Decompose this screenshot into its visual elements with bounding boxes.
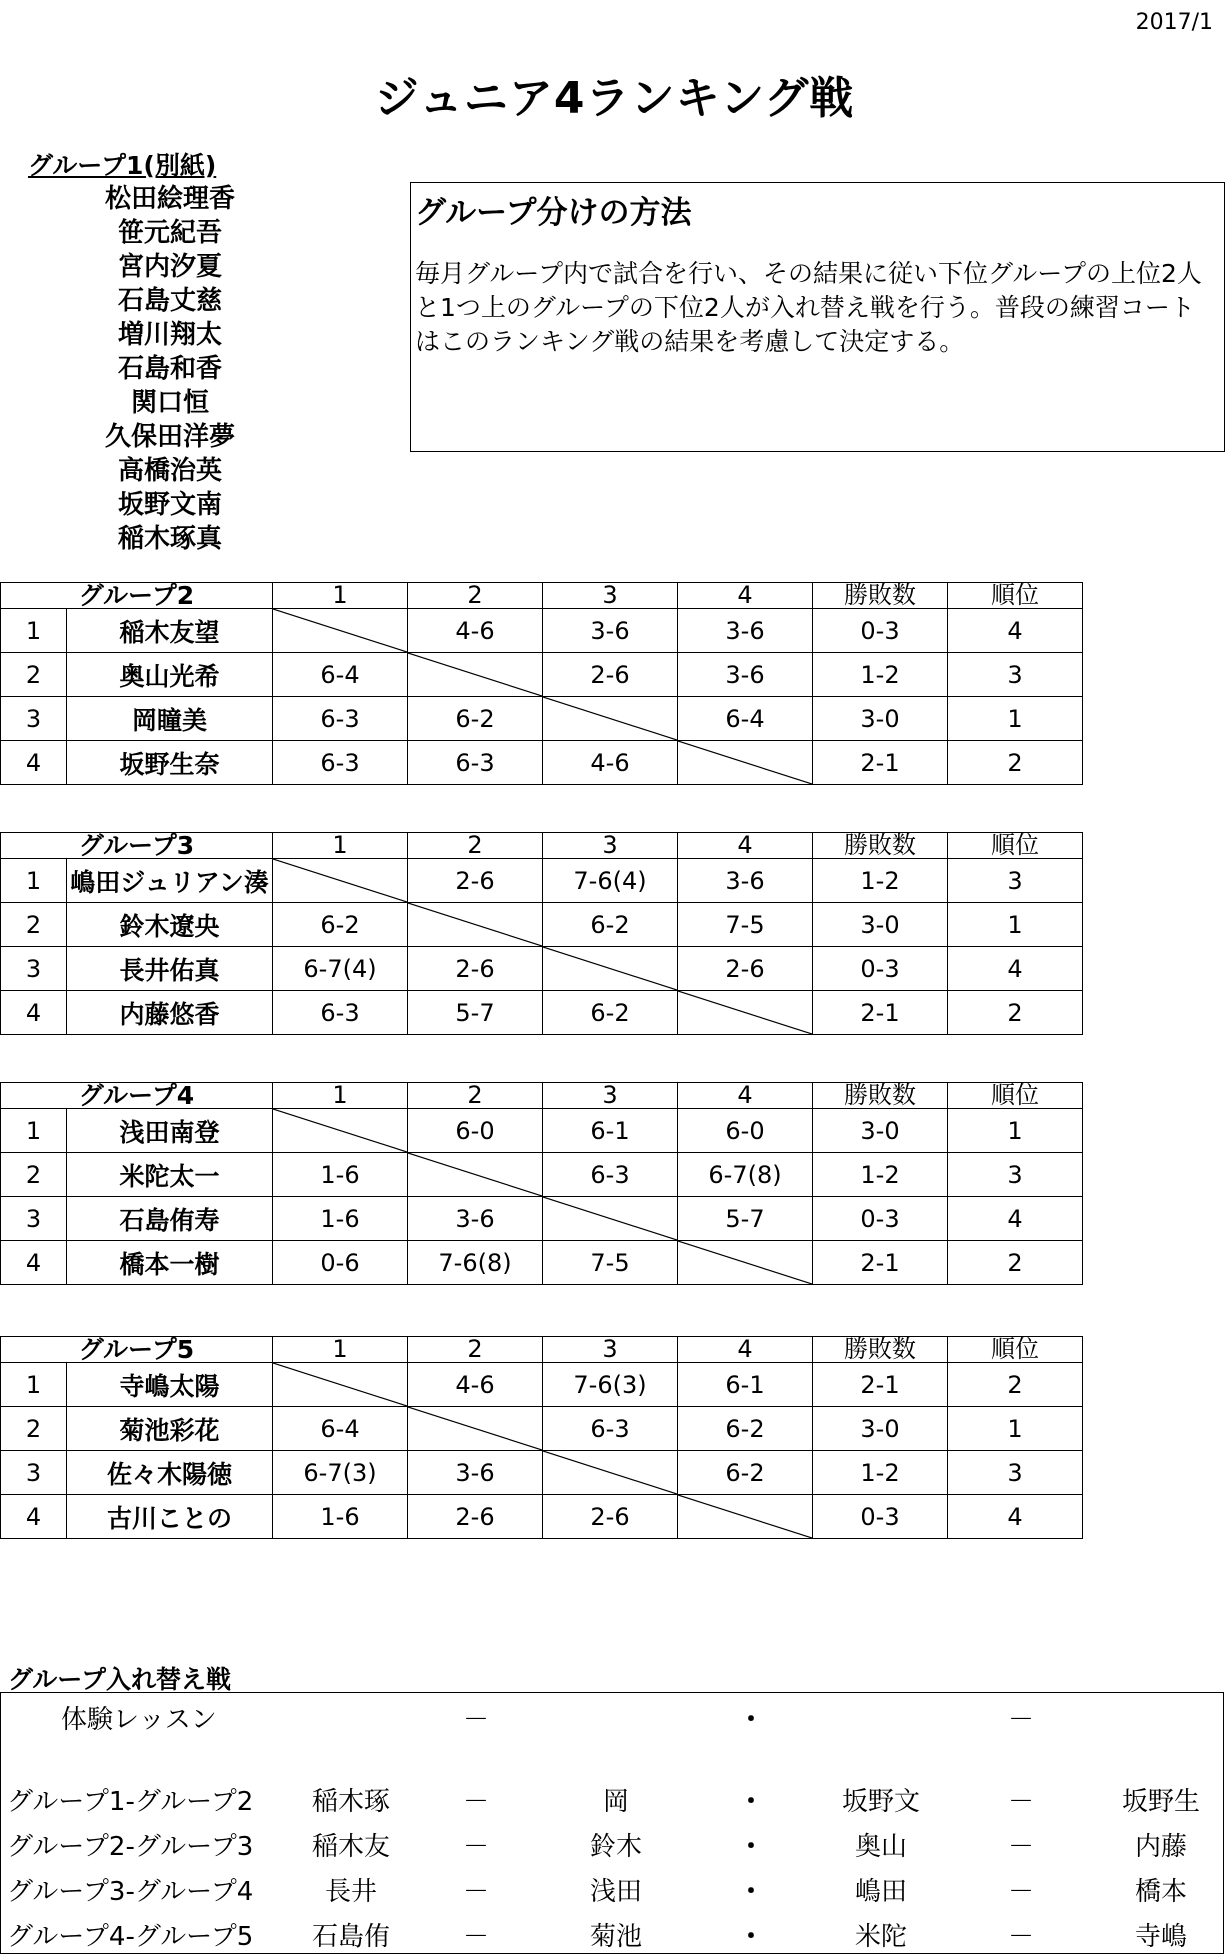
swap-label: 体験レッスン: [61, 1705, 217, 1735]
table-row: [1, 991, 1083, 1035]
diagonal-cell: [273, 1109, 408, 1153]
player-name: 鈴木遼央: [67, 903, 273, 947]
column-header: 2: [408, 833, 543, 859]
player-number: 4: [1, 991, 67, 1035]
player-name: 菊池彩花: [67, 1407, 273, 1451]
column-header: 勝敗数: [813, 833, 948, 859]
score-cell: 3-6: [678, 859, 813, 903]
score-cell: 7-5: [543, 1241, 678, 1285]
score-cell: 7-6(8): [408, 1241, 543, 1285]
score-cell: 6-2: [543, 903, 678, 947]
score-cell: 6-3: [543, 1153, 678, 1197]
diagonal-cell: [543, 1451, 678, 1495]
swap-e: 坂野生: [1121, 1787, 1200, 1817]
swap-b: 岡: [602, 1787, 629, 1817]
column-header: 4: [678, 1083, 813, 1109]
score-cell: 6-7(3): [273, 1451, 408, 1495]
column-header: 3: [543, 1337, 678, 1363]
score-cell: 3-6: [543, 609, 678, 653]
player-name: 嶋田ジュリアン湊: [67, 859, 273, 903]
win-loss-record: 2-1: [813, 991, 948, 1035]
swap-a: 稲木琢: [311, 1787, 390, 1817]
column-header: 3: [543, 583, 678, 609]
score-cell: 1-6: [273, 1153, 408, 1197]
column-header: 勝敗数: [813, 1083, 948, 1109]
group1-member-list: [75, 182, 265, 556]
score-cell: 6-2: [678, 1451, 813, 1495]
score-cell: 5-7: [408, 991, 543, 1035]
column-header: 順位: [948, 583, 1083, 609]
rank-cell: 1: [948, 1109, 1083, 1153]
swap-c: 米陀: [854, 1922, 907, 1952]
group1-member: 坂野文南: [117, 490, 222, 520]
win-loss-record: 1-2: [813, 1451, 948, 1495]
column-header: 順位: [948, 833, 1083, 859]
win-loss-record: 1-2: [813, 653, 948, 697]
player-name: 内藤悠香: [67, 991, 273, 1035]
group1-member: 増川翔太: [117, 320, 222, 350]
page-title: ジュニア4ランキング戦: [374, 73, 855, 124]
group-table: [0, 1082, 1083, 1285]
swap-dash: －: [1007, 1705, 1034, 1735]
score-cell: 7-5: [678, 903, 813, 947]
swap-b: 浅田: [589, 1877, 642, 1907]
player-number: 2: [1, 1153, 67, 1197]
column-header: 3: [543, 833, 678, 859]
swap-dash: －: [462, 1787, 489, 1817]
swap-label: グループ4-グループ5: [7, 1922, 254, 1952]
score-cell: 6-2: [273, 903, 408, 947]
player-name: 岡瞳美: [67, 697, 273, 741]
diagonal-cell: [678, 1495, 813, 1539]
rank-cell: 1: [948, 1407, 1083, 1451]
score-cell: 6-0: [408, 1109, 543, 1153]
rank-cell: 2: [948, 1241, 1083, 1285]
column-header: 2: [408, 1337, 543, 1363]
column-header: 1: [273, 1337, 408, 1363]
score-cell: 6-4: [678, 697, 813, 741]
swap-c: 坂野文: [841, 1787, 920, 1817]
player-name: 浅田南登: [67, 1109, 273, 1153]
diagonal-cell: [408, 1407, 543, 1451]
group-table: [0, 832, 1083, 1035]
column-header: 1: [273, 833, 408, 859]
swap-label: グループ1-グループ2: [7, 1787, 254, 1817]
group-table: [0, 1336, 1083, 1539]
win-loss-record: 1-2: [813, 1153, 948, 1197]
diagonal-cell: [408, 1153, 543, 1197]
score-cell: 3-6: [678, 653, 813, 697]
table-row: [1, 1109, 1083, 1153]
score-cell: 6-2: [543, 991, 678, 1035]
group-header-row: [1, 583, 1083, 609]
column-header: 3: [543, 1083, 678, 1109]
diagonal-cell: [543, 697, 678, 741]
score-cell: 2-6: [543, 1495, 678, 1539]
column-header: 4: [678, 833, 813, 859]
score-cell: 7-6(4): [543, 859, 678, 903]
table-row: [1, 653, 1083, 697]
swap-e: 内藤: [1134, 1832, 1187, 1862]
score-cell: 0-6: [273, 1241, 408, 1285]
score-cell: 4-6: [543, 741, 678, 785]
swap-dash: －: [1007, 1922, 1034, 1952]
swap-a: 石島侑: [311, 1922, 390, 1952]
diagonal-cell: [543, 1197, 678, 1241]
win-loss-record: 0-3: [813, 1197, 948, 1241]
table-row: [1, 741, 1083, 785]
table-row: [1, 1363, 1083, 1407]
column-header: 1: [273, 583, 408, 609]
swap-box: [0, 1692, 1224, 1954]
score-cell: 6-4: [273, 1407, 408, 1451]
score-cell: 6-3: [543, 1407, 678, 1451]
table-row: [1, 903, 1083, 947]
rank-cell: 1: [948, 903, 1083, 947]
player-number: 4: [1, 1241, 67, 1285]
win-loss-record: 2-1: [813, 1363, 948, 1407]
score-cell: 6-2: [678, 1407, 813, 1451]
player-name: 坂野生奈: [67, 741, 273, 785]
rank-cell: 4: [948, 947, 1083, 991]
score-cell: 3-6: [408, 1197, 543, 1241]
score-cell: 3-6: [408, 1451, 543, 1495]
player-name: 寺嶋太陽: [67, 1363, 273, 1407]
win-loss-record: 0-3: [813, 1495, 948, 1539]
player-name: 佐々木陽徳: [67, 1451, 273, 1495]
score-cell: 6-1: [543, 1109, 678, 1153]
swap-dash: －: [462, 1877, 489, 1907]
score-cell: 2-6: [408, 859, 543, 903]
player-name: 古川ことの: [67, 1495, 273, 1539]
group1-member: 石島和香: [117, 354, 222, 384]
player-number: 3: [1, 1451, 67, 1495]
win-loss-record: 3-0: [813, 1109, 948, 1153]
group-header-row: [1, 1337, 1083, 1363]
swap-title: グループ入れ替え戦: [8, 1665, 232, 1694]
column-header: 2: [408, 1083, 543, 1109]
group-header-row: [1, 1083, 1083, 1109]
score-cell: 4-6: [408, 1363, 543, 1407]
swap-c: 嶋田: [854, 1877, 907, 1907]
swap-dash: －: [462, 1922, 489, 1952]
swap-label: グループ3-グループ4: [7, 1877, 254, 1907]
win-loss-record: 2-1: [813, 741, 948, 785]
player-number: 4: [1, 741, 67, 785]
swap-a: 長井: [324, 1877, 377, 1907]
date-label: 2017/1: [1135, 10, 1213, 35]
method-title: グループ分けの方法: [415, 195, 692, 231]
swap-label: グループ2-グループ3: [7, 1832, 254, 1862]
rank-cell: 4: [948, 1495, 1083, 1539]
table-row: [1, 859, 1083, 903]
player-number: 1: [1, 609, 67, 653]
column-header: 勝敗数: [813, 583, 948, 609]
score-cell: 2-6: [543, 653, 678, 697]
player-name: 長井佑真: [67, 947, 273, 991]
player-number: 2: [1, 1407, 67, 1451]
swap-row: [1, 1826, 1225, 1860]
group-name: グループ4: [1, 1083, 273, 1109]
column-header: 勝敗数: [813, 1337, 948, 1363]
score-cell: 6-3: [408, 741, 543, 785]
rank-cell: 3: [948, 1451, 1083, 1495]
score-cell: 1-6: [273, 1197, 408, 1241]
player-name: 石島侑寿: [67, 1197, 273, 1241]
swap-dash: －: [462, 1705, 489, 1735]
column-header: 4: [678, 583, 813, 609]
win-loss-record: 3-0: [813, 903, 948, 947]
swap-dash: －: [1007, 1877, 1034, 1907]
swap-dash: －: [1007, 1787, 1034, 1817]
table-row: [1, 947, 1083, 991]
swap-dot: ・: [737, 1787, 764, 1817]
score-cell: 6-3: [273, 991, 408, 1035]
score-cell: 6-0: [678, 1109, 813, 1153]
table-row: [1, 1197, 1083, 1241]
column-header: 順位: [948, 1083, 1083, 1109]
table-row: [1, 1495, 1083, 1539]
column-header: 4: [678, 1337, 813, 1363]
player-number: 3: [1, 1197, 67, 1241]
rank-cell: 3: [948, 859, 1083, 903]
group1-member: 宮内汐夏: [117, 252, 222, 282]
score-cell: 6-7(4): [273, 947, 408, 991]
win-loss-record: 1-2: [813, 859, 948, 903]
diagonal-cell: [678, 1241, 813, 1285]
swap-row: [1, 1871, 1225, 1905]
swap-dot: ・: [737, 1832, 764, 1862]
diagonal-cell: [678, 741, 813, 785]
swap-dot: ・: [737, 1705, 764, 1735]
rank-cell: 1: [948, 697, 1083, 741]
player-number: 4: [1, 1495, 67, 1539]
score-cell: 1-6: [273, 1495, 408, 1539]
swap-row: [1, 1916, 1225, 1950]
score-cell: 6-4: [273, 653, 408, 697]
win-loss-record: 0-3: [813, 947, 948, 991]
swap-dot: ・: [737, 1877, 764, 1907]
rank-cell: 3: [948, 1153, 1083, 1197]
group-table: [0, 582, 1083, 785]
table-row: [1, 609, 1083, 653]
swap-row: [1, 1781, 1225, 1815]
score-cell: 6-3: [273, 741, 408, 785]
rank-cell: 2: [948, 991, 1083, 1035]
group1-member: 高橋治英: [117, 456, 222, 486]
group1-member: 松田絵理香: [104, 184, 235, 214]
player-number: 3: [1, 697, 67, 741]
swap-e: 橋本: [1134, 1877, 1187, 1907]
score-cell: 6-2: [408, 697, 543, 741]
diagonal-cell: [273, 1363, 408, 1407]
score-cell: 6-3: [273, 697, 408, 741]
swap-row: [1, 1699, 1225, 1733]
rank-cell: 4: [948, 1197, 1083, 1241]
diagonal-cell: [678, 991, 813, 1035]
group-name: グループ2: [1, 583, 273, 609]
swap-e: 寺嶋: [1134, 1922, 1187, 1952]
rank-cell: 2: [948, 741, 1083, 785]
score-cell: 2-6: [678, 947, 813, 991]
swap-b: 鈴木: [589, 1832, 642, 1862]
group-name: グループ3: [1, 833, 273, 859]
table-row: [1, 1451, 1083, 1495]
rank-cell: 3: [948, 653, 1083, 697]
column-header: 1: [273, 1083, 408, 1109]
swap-b: 菊池: [589, 1922, 642, 1952]
column-header: 順位: [948, 1337, 1083, 1363]
score-cell: 2-6: [408, 947, 543, 991]
player-number: 1: [1, 859, 67, 903]
score-cell: 5-7: [678, 1197, 813, 1241]
diagonal-cell: [408, 903, 543, 947]
column-header: 2: [408, 583, 543, 609]
player-number: 2: [1, 653, 67, 697]
method-box: [410, 182, 1225, 452]
player-name: 米陀太一: [67, 1153, 273, 1197]
player-name: 橋本一樹: [67, 1241, 273, 1285]
swap-a: 稲木友: [311, 1832, 390, 1862]
rank-cell: 2: [948, 1363, 1083, 1407]
score-cell: 2-6: [408, 1495, 543, 1539]
win-loss-record: 3-0: [813, 1407, 948, 1451]
player-number: 3: [1, 947, 67, 991]
player-name: 稲木友望: [67, 609, 273, 653]
group1-member: 久保田洋夢: [104, 422, 235, 452]
rank-cell: 4: [948, 609, 1083, 653]
table-row: [1, 697, 1083, 741]
score-cell: 4-6: [408, 609, 543, 653]
group-name: グループ5: [1, 1337, 273, 1363]
win-loss-record: 0-3: [813, 609, 948, 653]
diagonal-cell: [543, 947, 678, 991]
table-row: [1, 1153, 1083, 1197]
diagonal-cell: [273, 609, 408, 653]
group1-member: 稲木琢真: [117, 524, 222, 554]
diagonal-cell: [273, 859, 408, 903]
swap-dot: ・: [737, 1922, 764, 1952]
table-row: [1, 1407, 1083, 1451]
score-cell: 6-7(8): [678, 1153, 813, 1197]
player-name: 奥山光希: [67, 653, 273, 697]
player-number: 1: [1, 1363, 67, 1407]
method-body: 毎月グループ内で試合を行い、その結果に従い下位グループの上位2人と1つ上のグループの下位2人が入れ替え戦を行う。普段の練習コートはこのランキング戦の結果を考慮して決定する。: [415, 259, 1202, 356]
table-row: [1, 1241, 1083, 1285]
swap-dash: －: [1007, 1832, 1034, 1862]
group1-member: 石島丈慈: [117, 286, 222, 316]
group1-member: 笹元紀吾: [117, 218, 222, 248]
group1-title: グループ1(別紙): [28, 151, 217, 180]
swap-dash: －: [462, 1832, 489, 1862]
score-cell: 7-6(3): [543, 1363, 678, 1407]
group1-member: 関口恒: [130, 388, 209, 418]
player-number: 2: [1, 903, 67, 947]
win-loss-record: 3-0: [813, 697, 948, 741]
group-header-row: [1, 833, 1083, 859]
player-number: 1: [1, 1109, 67, 1153]
score-cell: 6-1: [678, 1363, 813, 1407]
win-loss-record: 2-1: [813, 1241, 948, 1285]
diagonal-cell: [408, 653, 543, 697]
score-cell: 3-6: [678, 609, 813, 653]
swap-c: 奥山: [854, 1832, 907, 1862]
